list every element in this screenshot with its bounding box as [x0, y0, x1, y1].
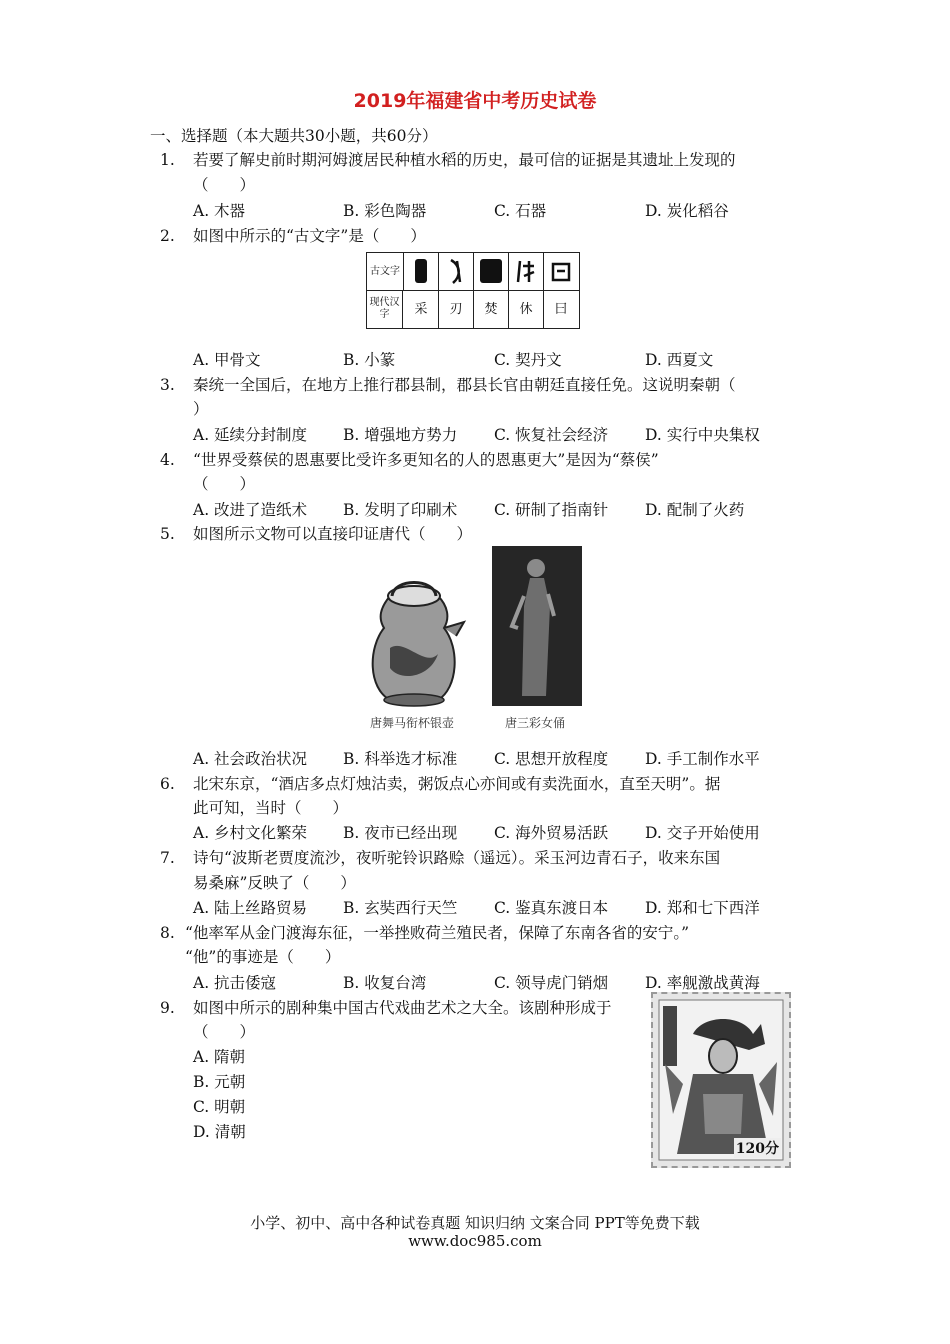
q6-number: 6.: [160, 775, 175, 793]
ancient-glyph-1: [404, 253, 439, 290]
q3-stem-line1: 秦统一全国后，在地方上推行郡县制，郡县长官由朝廷直接任免。这说明秦朝（: [193, 376, 736, 394]
section-heading: 一、选择题（本大题共30小题，共60分）: [150, 127, 438, 145]
q1-number: 1.: [160, 151, 175, 169]
q8-stem-line1: “他率军从金门渡海东征，一举挫败荷兰殖民者，保障了东南各省的安宁。”: [185, 924, 690, 942]
q3-option-c: C. 恢复社会经济: [494, 426, 609, 444]
q7-stem-line2: 易桑麻”反映了（ ）: [193, 874, 356, 892]
q9-option-b: B. 元朝: [193, 1073, 246, 1091]
modern-char-4: 休: [509, 291, 544, 328]
ancient-glyph-5: [544, 253, 578, 290]
q8-option-d: D. 率舰激战黄海: [645, 974, 760, 992]
q5-number: 5.: [160, 525, 175, 543]
q3-option-b: B. 增强地方势力: [343, 426, 458, 444]
q8-option-b: B. 收复台湾: [343, 974, 427, 992]
q7-option-a: A. 陆上丝路贸易: [193, 899, 308, 917]
q2-stem: 如图中所示的“古文字”是（ ）: [193, 227, 426, 245]
q9-option-c: C. 明朝: [193, 1098, 246, 1116]
q8-stem-line2: “他”的事迹是（ ）: [185, 948, 341, 966]
q4-option-b: B. 发明了印刷术: [343, 501, 458, 519]
q1-option-d: D. 炭化稻谷: [645, 202, 729, 220]
q2-option-a: A. 甲骨文: [193, 351, 261, 369]
modern-char-5: 曰: [554, 302, 568, 317]
ancient-glyph-3: [474, 253, 509, 290]
q2-option-b: B. 小篆: [343, 351, 396, 369]
q1-option-c: C. 石器: [494, 202, 547, 220]
table-header-ancient: 古文字: [367, 253, 404, 290]
modern-char-1: 采: [404, 291, 439, 328]
q4-stem-line2: （ ）: [193, 475, 256, 493]
q4-option-d: D. 配制了火药: [645, 501, 745, 519]
silver-pot-image: [360, 578, 470, 714]
q2-option-c: C. 契丹文: [494, 351, 562, 369]
q5-option-c: C. 思想开放程度: [494, 750, 609, 768]
q6-option-a: A. 乡村文化繁荣: [193, 824, 308, 842]
modern-char-3: 焚: [474, 291, 509, 328]
table-row-ancient: [367, 253, 579, 291]
q5-stem: 如图所示文物可以直接印证唐代（ ）: [193, 525, 473, 543]
q1-stem-line1: 若要了解史前时期河姆渡居民种植水稻的历史，最可信的证据是其遗址上发现的: [193, 151, 736, 169]
q9-stem-line1: 如图中所示的剧种集中国古代戏曲艺术之大全。该剧种形成于: [193, 999, 612, 1017]
q4-number: 4.: [160, 451, 175, 469]
q2-option-d: D. 西夏文: [645, 351, 714, 369]
q3-number: 3.: [160, 376, 175, 394]
q6-stem-line1: 北宋东京，“酒店多点灯烛沽卖，粥饭点心亦间或有卖洗面水，直至天明”。据: [193, 775, 721, 793]
q9-stem-line2: （ ）: [193, 1023, 256, 1041]
q7-stem-line1: 诗句“波斯老贾度流沙，夜听驼铃识路赊（遥远）。采玉河边青石子，收来东国: [193, 849, 721, 867]
table-row-modern: [367, 291, 579, 328]
silver-pot-caption: 唐舞马衔杯银壶: [370, 716, 455, 730]
footer-url[interactable]: www.doc985.com: [408, 1232, 542, 1250]
footer-promo: 小学、初中、高中各种试卷真题 知识归纳 文案合同 PPT等免费下载: [250, 1214, 700, 1232]
q7-option-d: D. 郑和七下西洋: [645, 899, 760, 917]
q4-stem-line1: “世界受蔡侯的恩惠要比受许多更知名的人的恩惠更大”是因为“蔡侯”: [193, 451, 659, 469]
q6-option-d: D. 交子开始使用: [645, 824, 760, 842]
table-header-modern: 现代汉字: [367, 291, 403, 328]
q6-option-b: B. 夜市已经出现: [343, 824, 458, 842]
stamp-denomination: 120分: [734, 1138, 781, 1158]
ancient-script-table: [366, 252, 580, 329]
modern-char-2: 刃: [439, 291, 474, 328]
q6-stem-line2: 此可知，当时（ ）: [193, 799, 349, 817]
q5-option-a: A. 社会政治状况: [193, 750, 308, 768]
q8-number: 8.: [160, 924, 175, 942]
q8-option-c: C. 领导虎门销烟: [494, 974, 609, 992]
q4-option-a: A. 改进了造纸术: [193, 501, 308, 519]
q3-option-a: A. 延续分封制度: [193, 426, 308, 444]
q9-option-d: D. 清朝: [193, 1123, 246, 1141]
q2-number: 2.: [160, 227, 175, 245]
q5-option-d: D. 手工制作水平: [645, 750, 760, 768]
ancient-glyph-4: [509, 253, 544, 290]
q1-option-b: B. 彩色陶器: [343, 202, 427, 220]
peking-opera-stamp-image: [651, 992, 791, 1168]
q7-option-b: B. 玄奘西行天竺: [343, 899, 458, 917]
page-title: 2019年福建省中考历史试卷: [353, 90, 597, 112]
q3-stem-line2: ）: [193, 400, 209, 418]
q1-stem-line2: （ ）: [193, 176, 256, 194]
q6-option-c: C. 海外贸易活跃: [494, 824, 609, 842]
q7-number: 7.: [160, 849, 175, 867]
q8-option-a: A. 抗击倭寇: [193, 974, 277, 992]
ancient-glyph-2: [439, 253, 474, 290]
q5-option-b: B. 科举选才标准: [343, 750, 458, 768]
q1-option-a: A. 木器: [193, 202, 246, 220]
q9-option-a: A. 隋朝: [193, 1048, 246, 1066]
figurine-caption: 唐三彩女俑: [505, 716, 566, 730]
q9-number: 9.: [160, 999, 175, 1017]
q4-option-c: C. 研制了指南针: [494, 501, 609, 519]
q3-option-d: D. 实行中央集权: [645, 426, 760, 444]
tang-sancai-figurine-image: [492, 546, 582, 706]
q7-option-c: C. 鉴真东渡日本: [494, 899, 609, 917]
